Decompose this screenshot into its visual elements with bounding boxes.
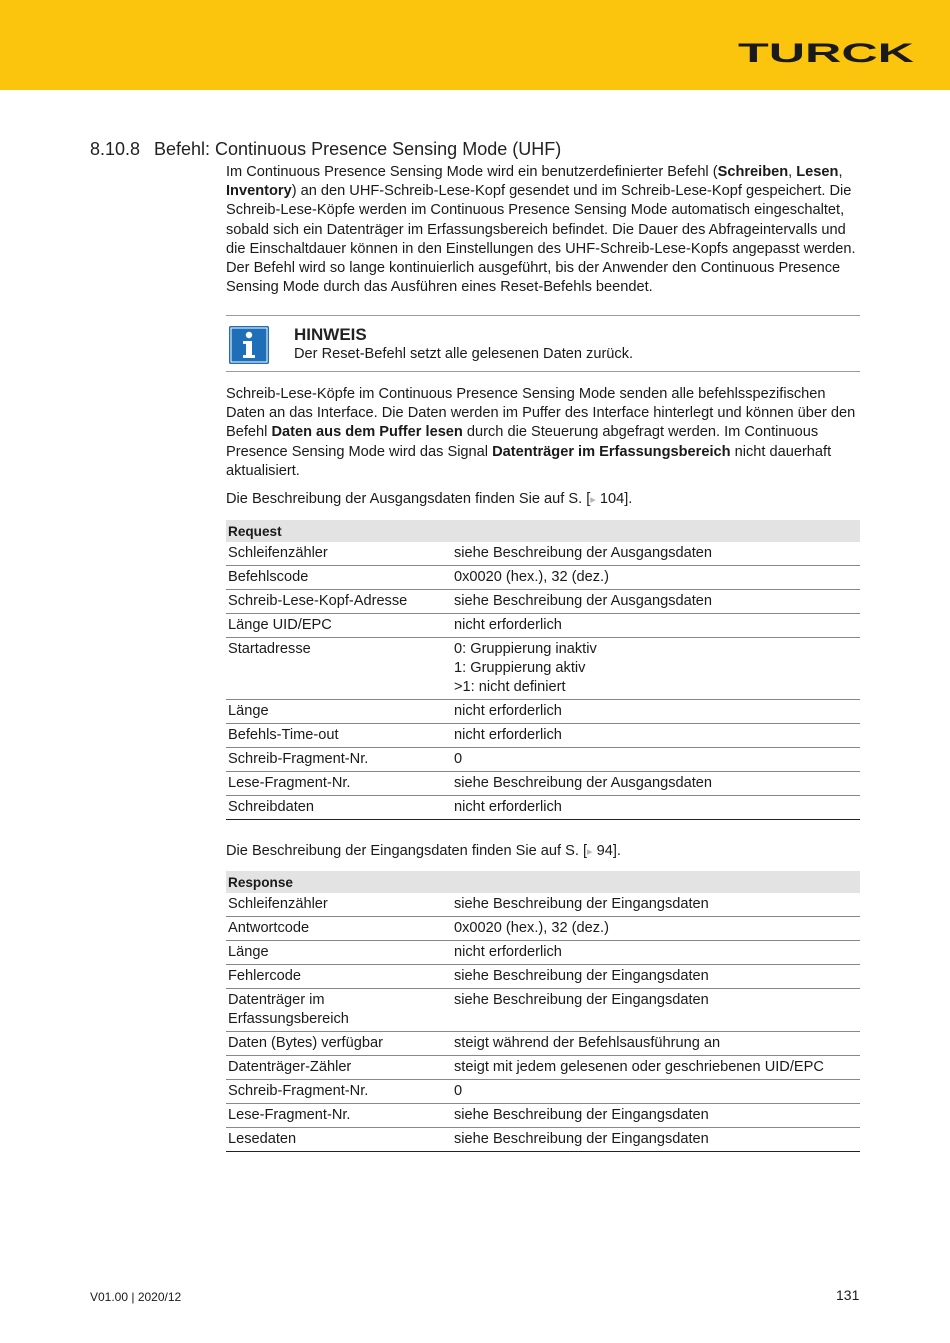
table-cell-key: Daten (Bytes) verfügbar xyxy=(226,1032,452,1056)
table-cell-key: Länge xyxy=(226,700,452,724)
table-row xyxy=(226,772,860,796)
response-table-header: Response xyxy=(226,871,860,893)
para2-text-3: nicht dauerhaft aktualisiert. xyxy=(226,443,832,479)
request-table-header: Request xyxy=(226,520,860,542)
header-band xyxy=(0,0,950,90)
table-row xyxy=(226,1032,860,1056)
table-row xyxy=(226,893,860,917)
table-row xyxy=(226,638,860,700)
cell-line: Erfassungsbereich xyxy=(228,1011,349,1027)
intro-bold-3: Inventory xyxy=(226,183,292,200)
table-cell-key: Antwortcode xyxy=(226,917,452,941)
table-cell-value: siehe Beschreibung der Ausgangsdaten xyxy=(452,772,860,796)
ref-in-close: ]. xyxy=(612,843,621,859)
table-cell-value: siehe Beschreibung der Eingangsdaten xyxy=(452,965,860,989)
turck-logo xyxy=(736,40,916,68)
ref-in-page-link[interactable]: 94 xyxy=(592,843,613,859)
table-row xyxy=(226,941,860,965)
table-cell-key: Schreib-Fragment-Nr. xyxy=(226,1080,452,1104)
table-cell-value: siehe Beschreibung der Eingangsdaten xyxy=(452,893,860,917)
table-row xyxy=(226,1128,860,1152)
ref-in-text: Die Beschreibung der Eingangsdaten finden Sie auf S. [ xyxy=(226,843,588,859)
table-cell-value: 0x0020 (hex.), 32 (dez.) xyxy=(452,566,860,590)
page-number: 131 xyxy=(836,1287,860,1303)
table-cell-key: Befehls-Time-out xyxy=(226,724,452,748)
para2-text-1: Schreib-Lese-Köpfe im Continuous Presence Sensing Mode senden alle befehlsspezifischen Daten an das Interface. Die Daten werden im Puffer des Interface hinterlegt und können über den Befehl xyxy=(226,386,856,441)
table-cell-key: Fehlercode xyxy=(226,965,452,989)
table-cell-key: Länge xyxy=(226,941,452,965)
table-row xyxy=(226,724,860,748)
arrow-right-icon: ▸ xyxy=(590,494,596,506)
intro-text-1: Im Continuous Presence Sensing Mode wird ein benutzerdefinierter Befehl ( xyxy=(226,164,718,180)
table-row xyxy=(226,590,860,614)
intro-bold-2: Lesen xyxy=(796,164,839,180)
cell-line: >1: nicht definiert xyxy=(454,679,566,695)
info-icon xyxy=(229,326,269,364)
cell-line: 0: Gruppierung inaktiv xyxy=(454,641,597,657)
table-cell-key: Schreib-Fragment-Nr. xyxy=(226,748,452,772)
note-title: HINWEIS xyxy=(294,325,367,344)
note-box xyxy=(226,315,860,372)
table-row xyxy=(226,748,860,772)
table-row xyxy=(226,796,860,820)
table-cell-key: Startadresse xyxy=(226,638,452,700)
table-row xyxy=(226,989,860,1032)
table-cell-key: Lese-Fragment-Nr. xyxy=(226,1104,452,1128)
table-row xyxy=(226,917,860,941)
table-row xyxy=(226,542,860,566)
para2-text-2: durch die Steuerung abgefragt werden. Im Continuous Presence Sensing Mode wird das Signal xyxy=(226,424,819,460)
table-row xyxy=(226,1104,860,1128)
response-table xyxy=(226,871,860,1152)
intro-text-4: ) an den UHF-Schreib-Lese-Kopf gesendet und im Schreib-Lese-Kopf gespeichert. Die Schreib-Lese-Köpfe werden im Continuous Presence Sensing Mode automatisch eingeschaltet, sobald sich ein Datenträger im Erfassungsbereich befindet. Die Dauer des Abfrageintervalls und die Einschaltdauer können in den Einstellungen des UHF-Schreib-Lese-Kopfs angepasst werden. Der Befehl wird so lange kontinuierlich ausgeführt, bis der Anwender den Continuous Presence Sensing Mode durch das Ausführen eines Reset-Befehls beendet. xyxy=(226,183,856,296)
table-row xyxy=(226,566,860,590)
section-heading xyxy=(90,139,561,160)
table-cell-value: siehe Beschreibung der Ausgangsdaten xyxy=(452,542,860,566)
response-table-body xyxy=(226,893,860,1152)
table-cell-key: Schleifenzähler xyxy=(226,542,452,566)
request-table-body xyxy=(226,542,860,820)
intro-bold-1: Schreiben xyxy=(717,164,789,180)
table-cell-key: Lese-Fragment-Nr. xyxy=(226,772,452,796)
table-cell-value: steigt mit jedem gelesenen oder geschriebenen UID/EPC xyxy=(452,1056,860,1080)
ref-out-page-link[interactable]: 104 xyxy=(595,491,625,507)
intro-text-2: , xyxy=(788,164,797,180)
table-cell-value: siehe Beschreibung der Ausgangsdaten xyxy=(452,590,860,614)
table-cell-value: nicht erforderlich xyxy=(452,724,860,748)
table-cell-value: siehe Beschreibung der Eingangsdaten xyxy=(452,989,860,1032)
table-cell-value: siehe Beschreibung der Eingangsdaten xyxy=(452,1104,860,1128)
table-row xyxy=(226,965,860,989)
table-row xyxy=(226,700,860,724)
table-row xyxy=(226,1080,860,1104)
para2-bold-1: Daten aus dem Puffer lesen xyxy=(271,424,463,441)
table-cell-value: 0 xyxy=(452,748,860,772)
table-cell-value: nicht erforderlich xyxy=(452,941,860,965)
table-cell-key: Schreibdaten xyxy=(226,796,452,820)
table-cell-key: Datenträger-Zähler xyxy=(226,1056,452,1080)
ref-out-close: ]. xyxy=(624,491,633,507)
request-table xyxy=(226,520,860,820)
table-cell-key: Lesedaten xyxy=(226,1128,452,1152)
para2-bold-2: Datenträger im Erfassungsbereich xyxy=(492,443,731,460)
footer-version: V01.00 | 2020/12 xyxy=(90,1290,182,1304)
table-cell-value: nicht erforderlich xyxy=(452,796,860,820)
output-data-reference xyxy=(226,490,860,510)
ref-out-text: Die Beschreibung der Ausgangsdaten finden Sie auf S. [ xyxy=(226,491,591,507)
note-text: Der Reset-Befehl setzt alle gelesenen Daten zurück. xyxy=(294,346,634,362)
table-cell-key xyxy=(226,989,452,1032)
section-title: Befehl: Continuous Presence Sensing Mode (UHF) xyxy=(154,139,562,159)
table-cell-value: 0x0020 (hex.), 32 (dez.) xyxy=(452,917,860,941)
table-cell-key: Schreib-Lese-Kopf-Adresse xyxy=(226,590,452,614)
table-cell-value: nicht erforderlich xyxy=(452,700,860,724)
intro-paragraph xyxy=(226,163,860,297)
table-row xyxy=(226,614,860,638)
table-row xyxy=(226,1056,860,1080)
arrow-right-icon: ▸ xyxy=(587,846,593,858)
input-data-reference xyxy=(226,842,860,862)
table-cell-value: siehe Beschreibung der Eingangsdaten xyxy=(452,1128,860,1152)
cell-line: Datenträger im xyxy=(228,992,325,1008)
table-cell-key: Länge UID/EPC xyxy=(226,614,452,638)
table-cell-value xyxy=(452,638,860,700)
table-cell-value: steigt während der Befehlsausführung an xyxy=(452,1032,860,1056)
section-number: 8.10.8 xyxy=(90,139,141,159)
cell-line: 1: Gruppierung aktiv xyxy=(454,660,586,676)
table-cell-key: Schleifenzähler xyxy=(226,893,452,917)
table-cell-value: 0 xyxy=(452,1080,860,1104)
intro-text-3: , xyxy=(838,164,843,180)
paragraph-2 xyxy=(226,385,860,481)
table-cell-value: nicht erforderlich xyxy=(452,614,860,638)
brand-name: TURCK xyxy=(738,40,915,68)
table-cell-key: Befehlscode xyxy=(226,566,452,590)
